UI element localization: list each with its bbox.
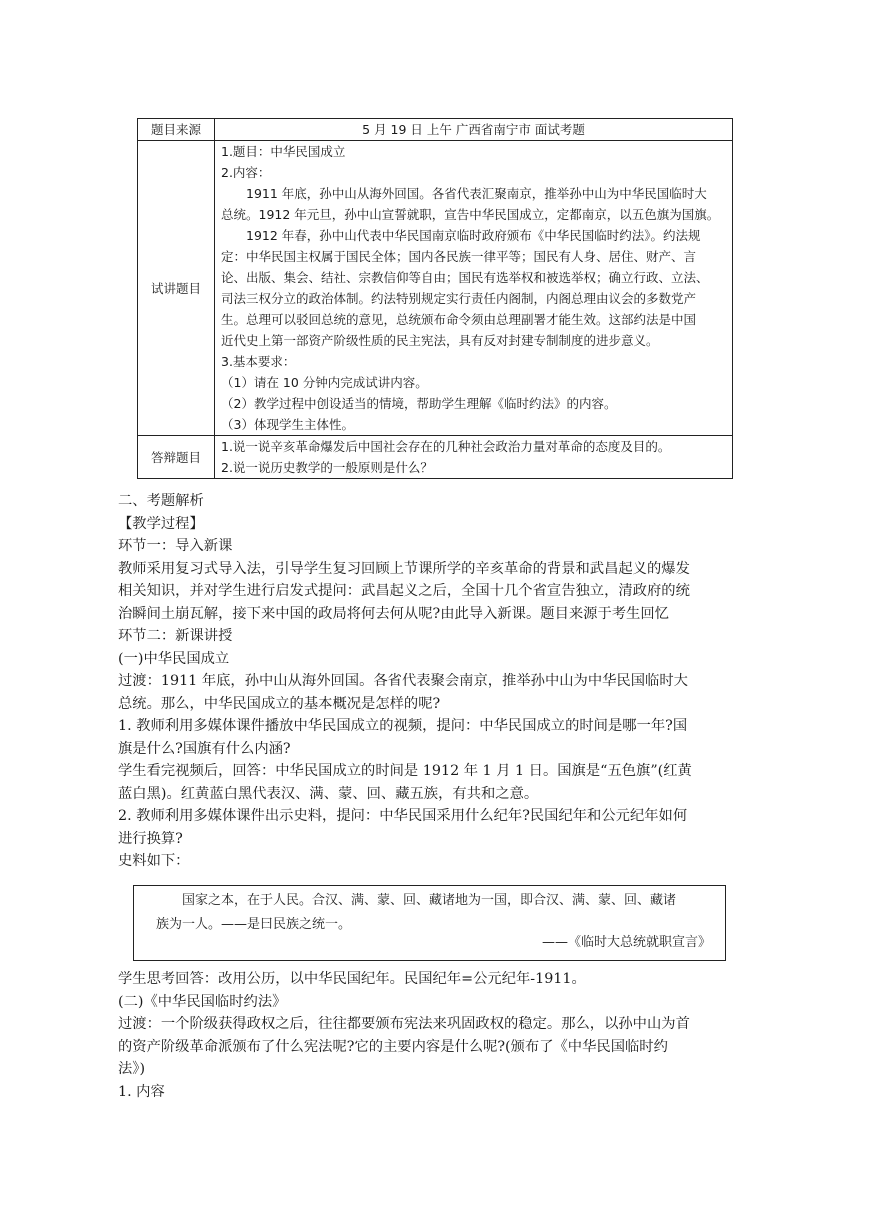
- paragraph-line: 总统。那么，中华民国成立的基本概况是怎样的呢?: [118, 695, 441, 712]
- table-row: [138, 436, 733, 479]
- lecture-line: 总统。1912 年元旦，孙中山宣誓就职，宣告中华民国成立，定都南京，以五色旗为国旗。: [221, 207, 720, 222]
- defense-line: 1.说一说辛亥革命爆发后中国社会存在的几种社会政治力量对革命的态度及目的。: [221, 439, 671, 454]
- defense-content: [215, 436, 733, 479]
- step-heading: 环节一：导入新课: [118, 538, 233, 554]
- historical-source-box: [133, 885, 726, 961]
- lecture-line: 司法三权分立的政治体制。约法特别规定实行责任内阁制，内阁总理由议会的多数党产: [221, 291, 697, 306]
- lecture-line: 生。总理可以驳回总统的意见，总统颁布命令须由总理副署才能生效。这部约法是中国: [221, 312, 697, 327]
- paragraph-line: 2. 教师利用多媒体课件出示史料，提问：中华民国采用什么纪年?民国纪年和公元纪年如何: [118, 808, 688, 824]
- paragraph-line: 治瞬间土崩瓦解，接下来中国的政局将何去何从呢?由此导入新课。题目来源于考生回忆: [118, 605, 669, 622]
- lecture-line: 1.题目：中华民国成立: [221, 144, 346, 159]
- paragraph-line: 蓝白黑)。红黄蓝白黑代表汉、满、蒙、回、藏五族，有共和之意。: [118, 785, 539, 802]
- subsection-heading: 【教学过程】: [118, 515, 204, 532]
- source-value: 5 月 19 日 上午 广西省南宁市 面试考题: [215, 119, 733, 141]
- paragraph-line: 1. 教师利用多媒体课件播放中华民国成立的视频，提问：中华民国成立的时间是哪一年?国: [118, 718, 688, 734]
- paragraph-line: 学生看完视频后，回答：中华民国成立的时间是 1912 年 1 月 1 日。国旗是“五色旗”(红黄: [118, 763, 692, 779]
- paragraph-line: 史料如下：: [118, 853, 190, 869]
- paragraph-line: 的资产阶级革命派颁布了什么宪法呢?它的主要内容是什么呢?(颁布了《中华民国临时约: [118, 1038, 668, 1055]
- lecture-line: 3.基本要求：: [221, 354, 296, 369]
- lecture-line: （1）请在 10 分钟内完成试讲内容。: [221, 375, 428, 390]
- lecture-content: [215, 141, 733, 436]
- paragraph-line: 进行换算?: [118, 830, 183, 847]
- quote-line: 族为一人。——是曰民族之统一。: [156, 917, 352, 932]
- defense-label: 答辩题目: [138, 436, 215, 479]
- quote-line: 国家之本，在于人民。合汉、满、蒙、回、藏诸地为一国，即合汉、满、蒙、回、藏诸: [182, 893, 677, 908]
- subsection-heading: (二)《中华民国临时约法》: [118, 993, 287, 1010]
- paragraph-line: 过渡：一个阶级获得政权之后，往往都要颁布宪法来巩固政权的稳定。那么，以孙中山为首: [118, 1016, 690, 1032]
- paragraph-line: 学生思考回答：改用公历，以中华民国纪年。民国纪年=公元纪年-1911。: [118, 971, 586, 987]
- paragraph-line: 教师采用复习式导入法，引导学生复习回顾上节课所学的辛亥革命的背景和武昌起义的爆发: [118, 560, 690, 577]
- defense-line: 2.说一说历史教学的一般原则是什么？: [221, 460, 433, 475]
- table-row: [138, 119, 733, 141]
- table-row: [138, 141, 733, 436]
- paragraph-line: 旗是什么?国旗有什么内涵?: [118, 740, 291, 757]
- analysis-section-continued: [118, 968, 758, 1103]
- lecture-line: 定：中华民国主权属于国民全体；国内各民族一律平等；国民有人身、居住、财产、言: [221, 249, 697, 264]
- lecture-line: 2.内容：: [221, 165, 271, 180]
- lecture-line: （3）体现学生主体性。: [221, 417, 354, 432]
- section-heading: 二、考题解析: [118, 493, 204, 509]
- paragraph-line: 过渡：1911 年底，孙中山从海外回国。各省代表聚会南京，推举孙中山为中华民国临时大: [118, 673, 688, 689]
- analysis-section: [118, 490, 758, 873]
- paragraph-line: 法》): [118, 1061, 146, 1077]
- subsection-heading: (一)中华民国成立: [118, 650, 230, 667]
- quote-source: ——《临时大总统就职宣言》: [541, 935, 711, 950]
- lecture-line: 1912 年春，孙中山代表中华民国南京临时政府颁布《中华民国临时约法》。约法规: [246, 228, 701, 243]
- paragraph-line: 相关知识，并对学生进行启发式提问：武昌起义之后，全国十几个省宣告独立，清政府的统: [118, 583, 690, 599]
- lecture-line: 论、出版、集会、结社、宗教信仰等自由；国民有选举权和被选举权；确立行政、立法、: [221, 270, 709, 285]
- source-label: 题目来源: [138, 119, 215, 141]
- lecture-line: 1911 年底，孙中山从海外回国。各省代表汇聚南京，推举孙中山为中华民国临时大: [246, 186, 707, 201]
- exam-question-table: [137, 118, 733, 479]
- paragraph-line: 1. 内容: [118, 1083, 165, 1100]
- lecture-line: 近代史上第一部资产阶级性质的民主宪法，具有反对封建专制制度的进步意义。: [221, 333, 659, 348]
- lecture-label: 试讲题目: [138, 141, 215, 436]
- step-heading: 环节二：新课讲授: [118, 628, 233, 644]
- lecture-line: （2）教学过程中创设适当的情境，帮助学生理解《临时约法》的内容。: [221, 396, 617, 411]
